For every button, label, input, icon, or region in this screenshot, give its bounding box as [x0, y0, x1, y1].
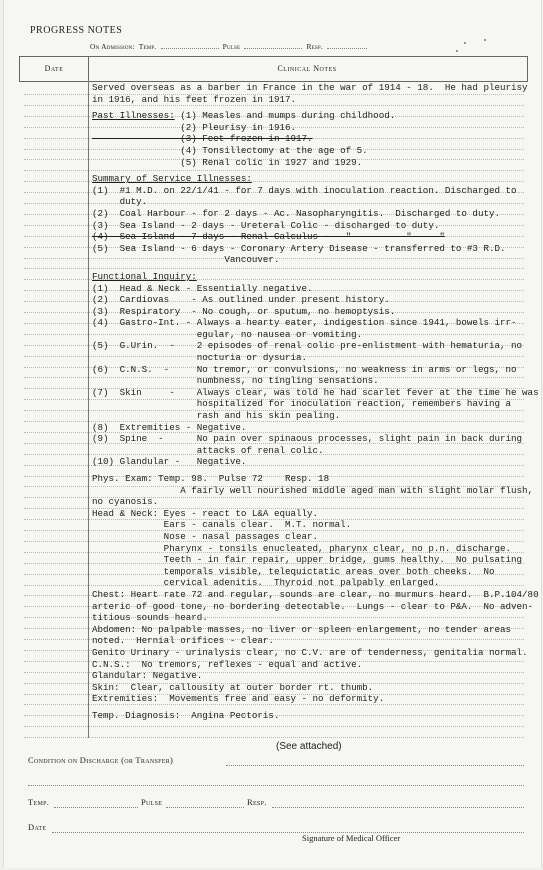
temp-field[interactable]: [161, 40, 219, 49]
note-line: temporals visible, telequictatic areas over both cheeks. No: [92, 565, 495, 577]
note-line: duty.: [92, 196, 148, 208]
note-text: (1) Measles and mumps during childhood.: [174, 110, 396, 122]
discharge-date-label: Date: [28, 822, 47, 832]
service-illnesses-heading: Summary of Service Illnesses:: [92, 173, 252, 185]
discharge-temp-field[interactable]: [54, 807, 138, 808]
note-line: titious sounds heard.: [92, 612, 208, 624]
note-line: attacks of renal colic.: [92, 444, 324, 456]
paper-speck: [464, 42, 466, 44]
note-line: no cyanosis.: [92, 496, 159, 508]
note-line: Head & Neck: Eyes - react to L&A equally.: [92, 507, 319, 519]
note-line: (2) Coal Harbour - for 2 days - Ac. Nasopharyngitis. Discharged to duty.: [92, 207, 500, 219]
note-line: (7) Skin - Always clear, was told he had scarlet fever at the time he was: [92, 386, 539, 398]
note-line: (10) Glandular - Negative.: [92, 456, 247, 468]
note-line: numbness, no tingling sensations.: [92, 375, 379, 387]
form-title: PROGRESS NOTES: [30, 25, 123, 36]
note-line: in 1916, and his feet frozen in 1917.: [92, 93, 296, 105]
note-line: Genito Urinary - urinalysis clear, no C.V. are of tenderness, genitalia normal.: [92, 646, 528, 658]
note-line: Teeth - in fair repair, upper bridge, gums healthy. No pulsating: [92, 554, 523, 566]
note-line: (4) Sea Island - 7 days - Renal Calculus - " " ": [92, 231, 445, 243]
condition-field-continued[interactable]: [28, 785, 524, 786]
note-line: Extremities: Movements free and easy - no deformity.: [92, 693, 385, 705]
ruled-line: [24, 737, 524, 738]
discharge-date-field[interactable]: [52, 832, 524, 833]
note-line: Skin: Clear, callousity at outer border rt. thumb.: [92, 681, 374, 693]
clinical-notes-column-header: Clinical Notes: [87, 56, 528, 82]
pulse-label: Pulse: [222, 42, 241, 51]
note-line: (3) Feet frozen in 1917.: [92, 133, 313, 145]
note-line: (3) Respiratory - No cough, or sputum, no hemoptysis.: [92, 305, 396, 317]
resp-label: Resp.: [306, 42, 323, 51]
note-line: (5) Sea Island - 6 days - Coronary Artery Disease - transferred to #3 R.D.: [92, 242, 506, 254]
note-line: (5) Renal colic in 1927 and 1929.: [92, 156, 363, 168]
admission-vitals-line: [90, 40, 369, 51]
paper-speck: [484, 39, 486, 41]
clinical-notes-text: [92, 82, 538, 721]
note-line: nocturia or dysuria.: [92, 352, 308, 364]
discharge-pulse-label: Pulse: [141, 797, 163, 807]
note-line: [92, 110, 538, 122]
signature-label: Signature of Medical Officer: [302, 833, 401, 843]
note-line: hospitalized for inoculation reaction, remembers having a: [92, 398, 512, 410]
condition-on-discharge-label: Condition on Discharge (or Transfer): [28, 755, 174, 765]
note-line: (2) Pleurisy in 1916.: [92, 121, 296, 133]
note-line: (9) Spine - No pain over spinaous processes, slight pain in back during: [92, 433, 523, 445]
progress-notes-sheet: [3, 0, 542, 868]
note-line: rash and his skin pealing.: [92, 410, 341, 422]
discharge-temp-label: Temp.: [28, 797, 50, 807]
note-line: (8) Extremities - Negative.: [92, 421, 247, 433]
past-illnesses-heading: Past Illnesses:: [92, 110, 175, 122]
on-admission-label: On Admission:: [90, 42, 135, 51]
note-line: Vancouver.: [92, 254, 280, 266]
note-line: (2) Cardiovas - As outlined under present history.: [92, 294, 390, 306]
temp-label: Temp.: [138, 42, 157, 51]
note-line: Chest: Heart rate 72 and regular, sounds are clear, no murmurs heard. B.P.104/80: [92, 588, 539, 600]
note-line: A fairly well nourished middle aged man with slight molar flush,: [92, 484, 534, 496]
note-line: Glandular: Negative.: [92, 670, 203, 682]
note-line: (5) G.Urin. - 2 episodes of renal colic pre-enlistment with hematuria, no: [92, 340, 523, 352]
discharge-pulse-field[interactable]: [166, 807, 244, 808]
note-line: (1) #1 M.D. on 22/1/41 - for 7 days with inoculation reaction. Discharged to: [92, 184, 517, 196]
note-line: (6) C.N.S. - No tremor, or convulsions, no weakness in arms or legs, no: [92, 363, 517, 375]
note-line: noted. Hernial orifices - clear.: [92, 635, 274, 647]
note-line: (3) Sea Island - 2 days - Ureteral Colic - discharged to duty.: [92, 219, 440, 231]
note-line: (4) Tonsillectomy at the age of 5.: [92, 144, 368, 156]
discharge-resp-field[interactable]: [272, 807, 524, 808]
phys-exam-line: Phys. Exam: Temp. 98. Pulse 72 Resp. 18: [92, 473, 330, 484]
ruled-line: [24, 726, 524, 727]
note-line: Abdomen: No palpable masses, no liver or spleen enlargement, no tender areas: [92, 623, 512, 635]
note-line: egular, no nausea or vomiting.: [92, 328, 363, 340]
note-line: Served overseas as a barber in France in the war of 1914 - 18. He had pleurisy: [92, 82, 528, 93]
functional-inquiry-heading: Functional Inquiry:: [92, 270, 197, 282]
temp-diagnosis-line: Temp. Diagnosis: Angina Pectoris.: [92, 709, 280, 721]
note-line: Pharynx - tonsils enucleated, pharynx clear, no p.n. discharge.: [92, 542, 512, 554]
note-line: Ears - canals clear. M.T. normal.: [92, 519, 352, 531]
condition-field[interactable]: [226, 765, 524, 766]
note-line: arteric of good tone, no bordering detectable. Lungs - clear to P&A. No adven-: [92, 600, 534, 612]
note-line: Nose - nasal passages clear.: [92, 530, 319, 542]
pulse-field[interactable]: [244, 40, 302, 49]
note-line: (4) Gastro-Int. - Always a hearty eater, indigestion since 1941, bowels irr-: [92, 317, 517, 329]
note-line: cervical adenitis. Thyroid not palpably enlarged.: [92, 577, 440, 589]
note-line: (1) Head & Neck - Essentially negative.: [92, 282, 313, 294]
resp-field[interactable]: [327, 40, 367, 49]
discharge-resp-label: Resp.: [247, 797, 267, 807]
paper-speck: [456, 50, 458, 52]
date-column-header: Date: [19, 56, 89, 82]
note-line: C.N.S.: No tremors, reflexes - equal and active.: [92, 658, 363, 670]
see-attached-note: (See attached): [276, 741, 342, 752]
